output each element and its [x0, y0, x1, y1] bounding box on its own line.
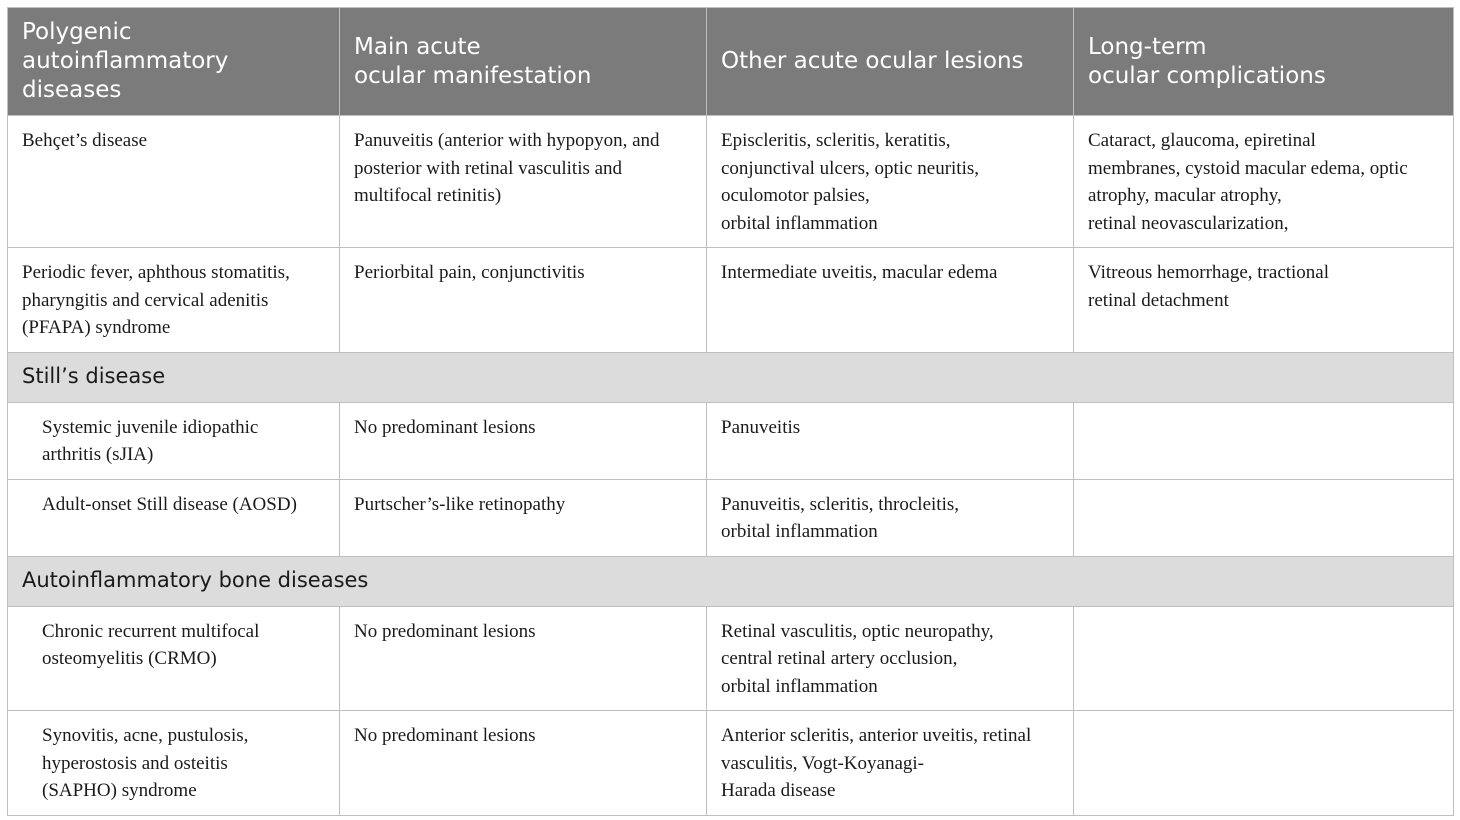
header-long-term: Long-term ocular complications	[1074, 8, 1454, 116]
long-term-cell: Cataract, glaucoma, epiretinal membranes, cystoid macular edema, optic atrophy, macular atrophy, retinal neovascularization,	[1074, 116, 1454, 248]
header-disease: Polygenic autoinflammatory diseases	[8, 8, 340, 116]
long-term-cell	[1074, 479, 1454, 556]
main-manifestation-cell: Periorbital pain, conjunctivitis	[340, 248, 707, 353]
disease-cell: Synovitis, acne, pustulosis, hyperostosis and osteitis (SAPHO) syndrome	[8, 711, 340, 816]
disease-cell: Chronic recurrent multifocal osteomyelitis (CRMO)	[8, 606, 340, 711]
header-main-manifestation: Main acute ocular manifestation	[340, 8, 707, 116]
table-row	[8, 116, 1454, 248]
ocular-manifestations-table	[7, 7, 1454, 816]
main-manifestation-cell: No predominant lesions	[340, 711, 707, 816]
disease-cell: Behçet’s disease	[8, 116, 340, 248]
disease-cell: Adult-onset Still disease (AOSD)	[8, 479, 340, 556]
disease-cell: Systemic juvenile idiopathic arthritis (sJIA)	[8, 402, 340, 479]
disease-cell: Periodic fever, aphthous stomatitis, pharyngitis and cervical adenitis (PFAPA) syndrome	[8, 248, 340, 353]
main-manifestation-cell: Panuveitis (anterior with hypopyon, and posterior with retinal vasculitis and multifocal retinitis)	[340, 116, 707, 248]
other-lesions-cell: Anterior scleritis, anterior uveitis, retinal vasculitis, Vogt-Koyanagi- Harada disease	[707, 711, 1074, 816]
section-row-stills-disease	[8, 352, 1454, 402]
long-term-cell: Vitreous hemorrhage, tractional retinal detachment	[1074, 248, 1454, 353]
table-row	[8, 711, 1454, 816]
other-lesions-cell: Episcleritis, scleritis, keratitis, conjunctival ulcers, optic neuritis, oculomotor palsies, orbital inflammation	[707, 116, 1074, 248]
long-term-cell	[1074, 711, 1454, 816]
main-manifestation-cell: No predominant lesions	[340, 606, 707, 711]
header-row	[8, 8, 1454, 116]
main-manifestation-cell: No predominant lesions	[340, 402, 707, 479]
other-lesions-cell: Panuveitis, scleritis, throcleitis, orbital inflammation	[707, 479, 1074, 556]
section-title: Still’s disease	[8, 352, 1454, 402]
other-lesions-cell: Panuveitis	[707, 402, 1074, 479]
section-title: Autoinflammatory bone diseases	[8, 556, 1454, 606]
header-other-lesions: Other acute ocular lesions	[707, 8, 1074, 116]
long-term-cell	[1074, 402, 1454, 479]
table-row	[8, 402, 1454, 479]
long-term-cell	[1074, 606, 1454, 711]
table-row	[8, 248, 1454, 353]
main-manifestation-cell: Purtscher’s-like retinopathy	[340, 479, 707, 556]
table-row	[8, 479, 1454, 556]
section-row-bone-diseases	[8, 556, 1454, 606]
table-row	[8, 606, 1454, 711]
other-lesions-cell: Intermediate uveitis, macular edema	[707, 248, 1074, 353]
other-lesions-cell: Retinal vasculitis, optic neuropathy, central retinal artery occlusion, orbital inflammation	[707, 606, 1074, 711]
